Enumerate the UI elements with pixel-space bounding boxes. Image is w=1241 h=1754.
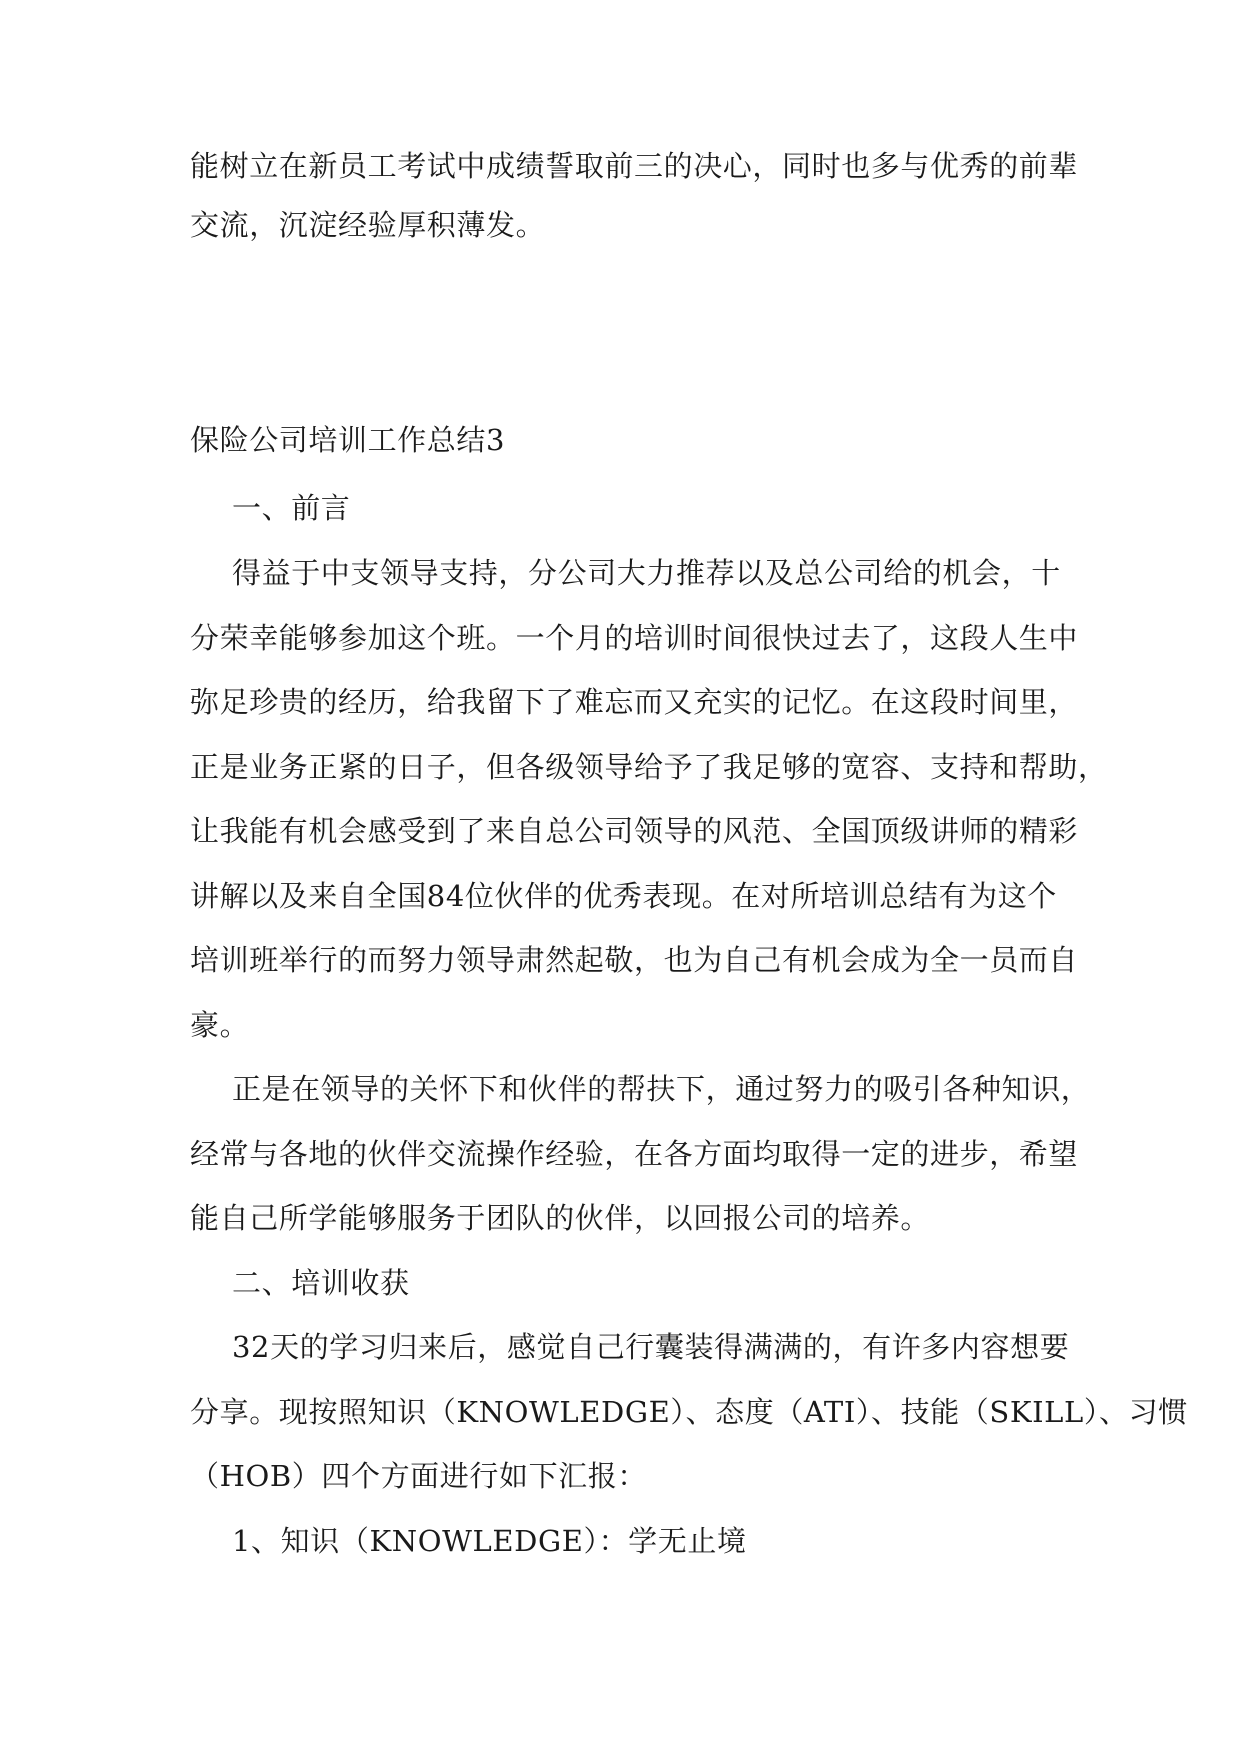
paragraph-line: 经常与各地的伙伴交流操作经验，在各方面均取得一定的进步，希望 — [190, 1137, 1079, 1171]
paragraph-line: 能树立在新员工考试中成绩誓取前三的决心，同时也多与优秀的前辈 — [190, 149, 1079, 183]
section-title: 保险公司培训工作总结3 — [190, 423, 506, 457]
paragraph-line: 分享。现按照知识（KNOWLEDGE）、态度（ATI）、技能（SKILL）、习惯 — [190, 1395, 1188, 1429]
heading-knowledge: 1、知识（KNOWLEDGE）：学无止境 — [232, 1524, 747, 1558]
paragraph-line: 正是在领导的关怀下和伙伴的帮扶下，通过努力的吸引各种知识， — [232, 1072, 1091, 1106]
paragraph-line: 培训班举行的而努力领导肃然起敬，也为自己有机会成为全一员而自 — [190, 943, 1079, 977]
paragraph-line: 讲解以及来自全国84位伙伴的优秀表现。在对所培训总结有为这个 — [190, 879, 1057, 913]
paragraph-line: 豪。 — [190, 1008, 250, 1042]
paragraph-line: 分荣幸能够参加这个班。一个月的培训时间很快过去了，这段人生中 — [190, 621, 1079, 655]
paragraph-line: 弥足珍贵的经历，给我留下了难忘而又充实的记忆。在这段时间里， — [190, 685, 1079, 719]
paragraph-line: 正是业务正紧的日子，但各级领导给予了我足够的宽容、支持和帮助， — [190, 750, 1108, 784]
heading-preface: 一、前言 — [232, 491, 351, 525]
paragraph-line: 得益于中支领导支持，分公司大力推荐以及总公司给的机会，十 — [232, 556, 1061, 590]
paragraph-line: 交流，沉淀经验厚积薄发。 — [190, 208, 546, 242]
paragraph-line: （HOB）四个方面进行如下汇报： — [190, 1459, 647, 1493]
paragraph-line: 32天的学习归来后，感觉自己行囊装得满满的，有许多内容想要 — [232, 1330, 1070, 1364]
paragraph-line: 能自己所学能够服务于团队的伙伴，以回报公司的培养。 — [190, 1201, 931, 1235]
heading-gains: 二、培训收获 — [232, 1266, 410, 1300]
paragraph-line: 让我能有机会感受到了来自总公司领导的风范、全国顶级讲师的精彩 — [190, 814, 1079, 848]
